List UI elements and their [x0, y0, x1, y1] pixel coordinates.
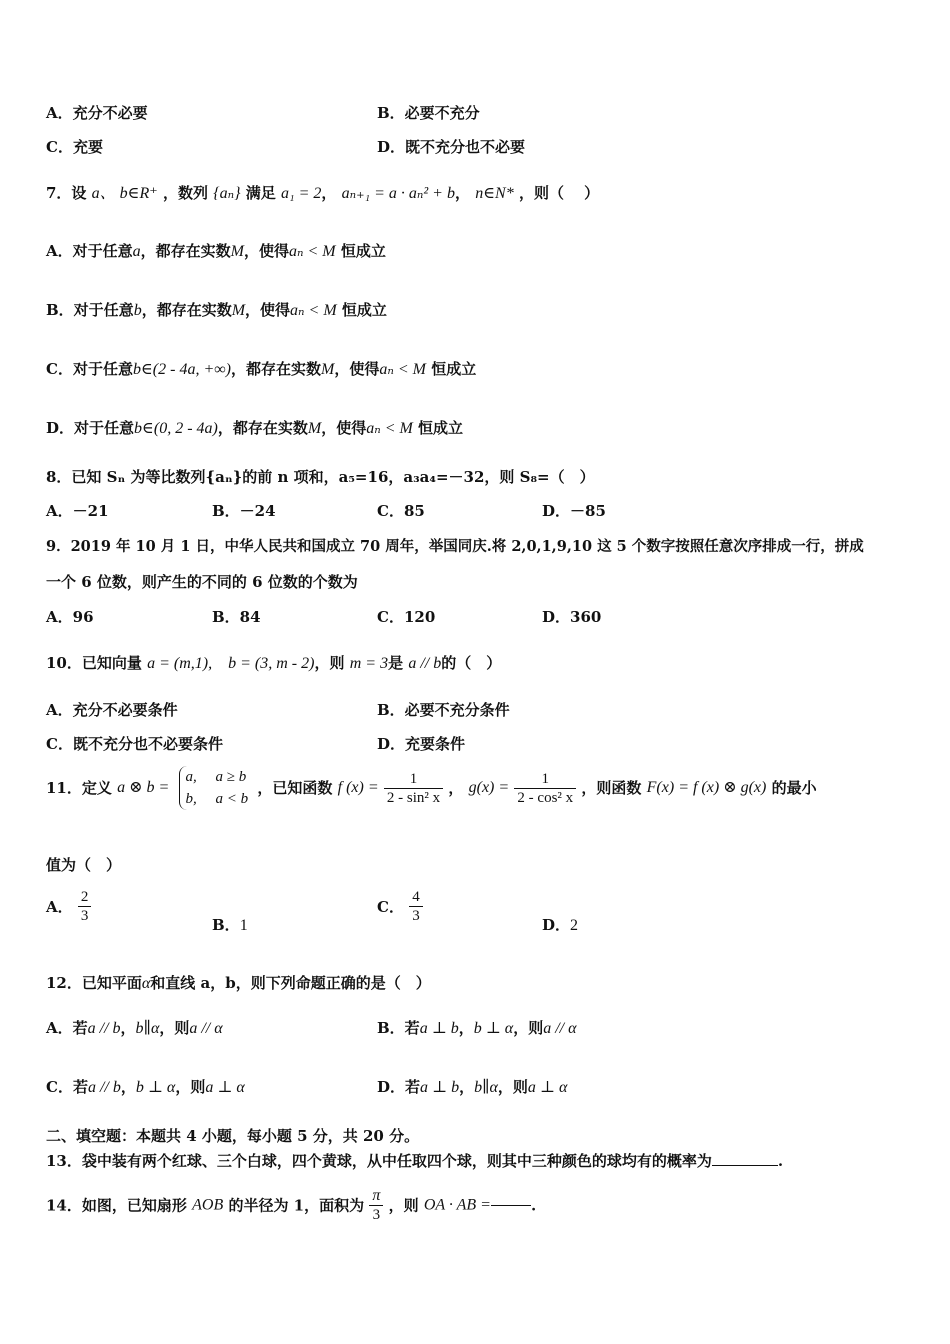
q11-operator: a ⊗ b =: [117, 779, 170, 796]
q12-option-c: C．若a // b，b ⊥ α，则a ⊥ α: [46, 1078, 245, 1096]
q11-f-fraction: $\frac{1}{\text{2 - sin² x}}$: [384, 770, 443, 807]
q11-stem-line2: 值为（ ）: [46, 856, 122, 874]
q6-option-a: A．充分不必要: [46, 104, 148, 122]
q10-option-b: B．必要不充分条件: [377, 701, 510, 719]
q13-stem: 13．袋中装有两个红球、三个白球，四个黄球，从中任取四个球，则其中三种颜色的球均有的概率为 .: [46, 1152, 784, 1170]
q11-piecewise: a, a ≥ b b, a < b: [179, 766, 249, 810]
q11-option-d: D．2: [542, 916, 579, 934]
q14-stem: 14．如图，已知扇形 AOB 的半径为 1，面积为 $\frac{\pi}{3}$ ，则 OA · AB = .: [46, 1187, 537, 1223]
q14-area-fraction: $\frac{\pi}{3}$: [369, 1187, 383, 1224]
q11-option-b: B．1: [212, 916, 248, 934]
q11-option-c: C． $\frac{4}{3}$: [377, 888, 423, 925]
q11-option-a: A． $\frac{2}{3}$: [46, 888, 91, 925]
q8-option-c: C．85: [377, 502, 425, 520]
q7-option-b: B．对于任意b，都存在实数M，使得aₙ < M 恒成立: [46, 301, 387, 319]
q10-option-d: D．充要条件: [377, 735, 466, 753]
q7-cond-n: n∈N*: [475, 185, 514, 202]
q10-option-a: A．充分不必要条件: [46, 701, 178, 719]
q11-F-def: F(x) = f (x) ⊗ g(x): [646, 779, 767, 796]
q9-option-b: B．84: [212, 608, 261, 626]
q13-answer-blank: [712, 1165, 778, 1166]
q7-option-a: A．对于任意a，都存在实数M，使得aₙ < M 恒成立: [46, 242, 386, 260]
q10-parallel: a // b: [408, 655, 442, 672]
q6-option-d: D．既不充分也不必要: [377, 138, 526, 156]
q10-condition: m = 3: [349, 655, 389, 672]
q14-sector: AOB: [192, 1196, 224, 1214]
q7-stem: 7．设 a、 b∈R⁺ ，数列 {aₙ} 满足 a₁ = 2， aₙ₊₁ = a · aₙ² + b， n∈N* ，则（ ）: [46, 184, 600, 202]
q7-option-c: C．对于任意b∈(2 - 4a, +∞)，都存在实数M，使得aₙ < M 恒成立: [46, 360, 477, 378]
q7-recurrence: aₙ₊₁ = a · aₙ² + b: [341, 185, 455, 202]
q10-option-c: C．既不充分也不必要条件: [46, 735, 223, 753]
q7-cond-a1: a₁ = 2: [281, 185, 322, 202]
q14-answer-blank: [491, 1205, 531, 1206]
q8-stem: 8．已知 Sₙ 为等比数列{aₙ}的前 n 项和，a₅=16，a₃a₄=－32，则 S₈=（ ）: [46, 468, 595, 486]
q7-sequence: {aₙ}: [213, 185, 241, 202]
q10-stem: 10．已知向量 a = (m,1), b = (3, m - 2)，则 m = 3是 a // b的（ ）: [46, 654, 502, 672]
q7-option-d: D．对于任意b∈(0, 2 - 4a)，都存在实数M，使得aₙ < M 恒成立: [46, 419, 464, 437]
q11-g-fraction: $\frac{1}{\text{2 - cos² x}}$: [514, 770, 576, 807]
q12-stem: 12．已知平面α和直线 a，b，则下列命题正确的是（ ）: [46, 974, 431, 992]
q12-option-a: A．若a // b，b∥α，则a // α: [46, 1019, 223, 1037]
q11-stem: 11．定义 a ⊗ b = a, a ≥ b b, a < b ，已知函数 f (x) = $\frac{1}{\text{2 - sin² x}}$ ， g(x) = $\frac{1}{\text{2 - cos² x}}$ ，则函数 F(x) = f (x) ⊗ g(x) 的最小: [46, 766, 817, 810]
q9-stem-line1: 9．2019 年 10 月 1 日，中华人民共和国成立 70 周年，举国同庆.将 2,0,1,9,10 这 5 个数字按照任意次序排成一行，拼成: [46, 538, 864, 555]
q9-option-c: C．120: [377, 608, 436, 626]
q8-option-a: A．－21: [46, 502, 109, 520]
q6-option-c: C．充要: [46, 138, 103, 156]
q9-stem-line2: 一个 6 位数，则产生的不同的 6 位数的个数为: [46, 573, 358, 591]
q12-option-b: B．若a ⊥ b，b ⊥ α，则a // α: [377, 1019, 577, 1037]
q14-dot-product: OA · AB =: [423, 1196, 491, 1214]
q8-option-d: D．－85: [542, 502, 606, 520]
q9-option-d: D．360: [542, 608, 602, 626]
q8-option-b: B．－24: [212, 502, 276, 520]
section-heading: 二、填空题：本题共 4 小题，每小题 5 分，共 20 分。: [46, 1127, 420, 1145]
q10-vectors: a = (m,1), b = (3, m - 2): [147, 655, 315, 672]
q9-option-a: A．96: [46, 608, 94, 626]
q12-option-d: D．若a ⊥ b，b∥α，则a ⊥ α: [377, 1078, 568, 1096]
q6-option-b: B．必要不充分: [377, 104, 480, 122]
q7-cond-ab: a、 b∈R⁺: [91, 185, 158, 202]
